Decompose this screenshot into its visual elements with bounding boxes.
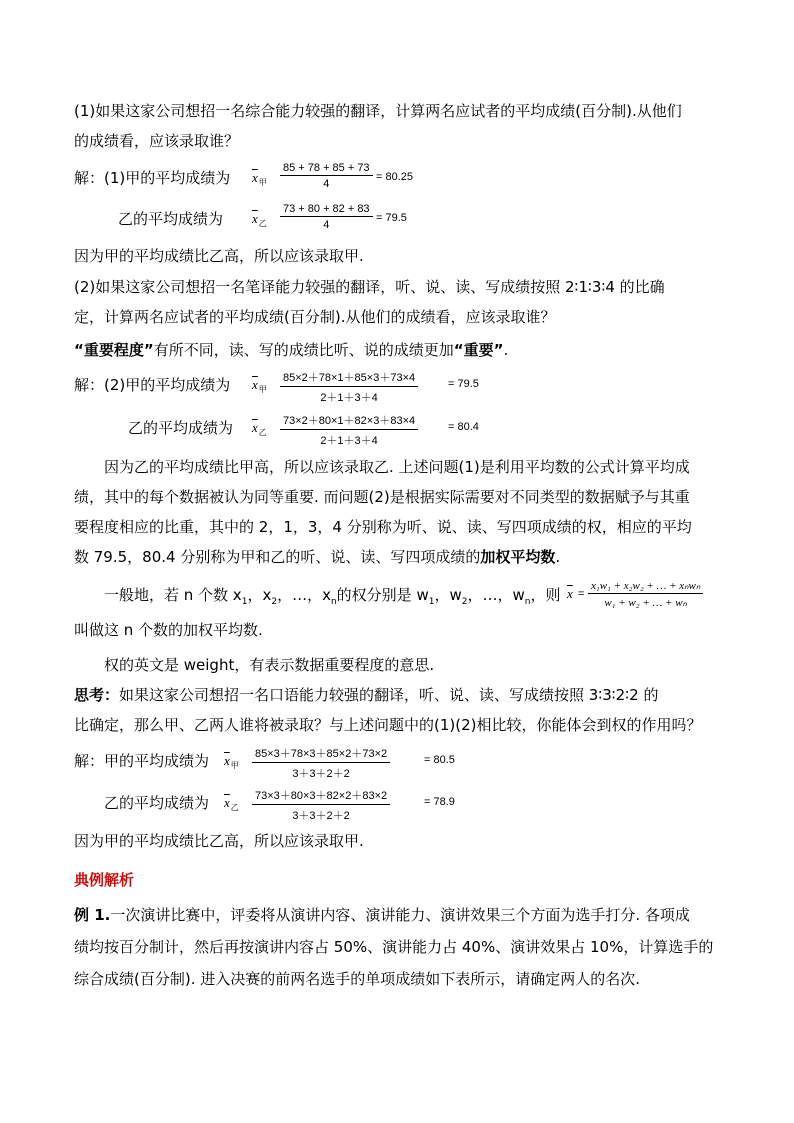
fraction-numerator: 73 + 80 + 82 + 83: [280, 203, 373, 217]
think-conclusion: 因为甲的平均成绩比乙高，所以应该录取甲.: [74, 832, 364, 850]
think-jia-result: = 80.5: [424, 754, 455, 766]
example-1-line-3: 综合成绩(百分制). 进入决赛的前两名选手的单项成绩如下表所示，请确定两人的名次.: [74, 970, 641, 988]
question-1-line-1: (1)如果这家公司想招一名综合能力较强的翻译，计算两名应试者的平均成绩(百分制).从他们: [74, 102, 682, 120]
answer-2-yi-result: = 80.4: [448, 421, 479, 433]
question-2-line-1: (2)如果这家公司想招一名笔译能力较强的翻译，听、说、读、写成绩按照 2∶1∶3∶4 的比确: [74, 278, 665, 296]
xbar-yi-symbol: $\overline{x}_乙$: [252, 420, 267, 437]
section-heading: 典例解析: [74, 871, 135, 889]
xbar-jia-symbol: $\overline{x}_甲$: [252, 170, 267, 187]
fraction-denominator: 3＋3＋2＋2: [292, 810, 350, 822]
answer-1-yi-fraction: [280, 203, 373, 231]
fraction-numerator: 73×3＋80×3＋82×2＋83×2: [252, 787, 390, 805]
answer-2-jia-fraction: [280, 369, 418, 405]
fraction-denominator: 2＋1＋3＋4: [320, 392, 378, 404]
answer-2-yi-fraction: [280, 412, 418, 448]
answer-2-jia-label: 解：(2)甲的平均成绩为: [74, 376, 231, 394]
xbar-general-symbol: $\overline{x}$: [567, 586, 573, 601]
fraction-denominator: 2＋1＋3＋4: [320, 435, 378, 447]
xbar-yi-symbol: $\overline{x}_乙$: [252, 211, 267, 228]
think-yi-label: 乙的平均成绩为: [104, 794, 210, 812]
question-2-line-2: 定，计算两名应试者的平均成绩(百分制).从他们的成绩看，应该录取谁？: [74, 308, 556, 326]
example-1-line-2: 绩均按百分制计，然后再按演讲内容占 50%、演讲能力占 40%、演讲效果占 10%，计算选手的: [74, 938, 714, 956]
think-line-1: 思考：如果这家公司想招一名口语能力较强的翻译，听、说、读、写成绩按照 3∶3∶2∶2 的: [74, 686, 659, 704]
example-1-label: 例 1.: [74, 906, 111, 924]
xbar-jia-symbol: $\overline{x}_甲$: [224, 753, 239, 770]
formula-numerator: x₁w₁ + x₂w₂ + … + xₙwₙ: [588, 579, 703, 594]
xbar-yi-symbol: $\overline{x}_乙$: [224, 795, 239, 812]
formula-denominator: w₁ + w₂ + … + wₙ: [604, 597, 687, 609]
fraction-numerator: 85×3＋78×3＋85×2＋73×2: [252, 745, 390, 763]
think-yi-result: = 78.9: [424, 796, 455, 808]
example-1-line-1: 例 1.一次演讲比赛中，评委将从演讲内容、演讲能力、演讲效果三个方面为选手打分. 各项成: [74, 906, 690, 924]
weighted-average-formula: [588, 579, 703, 609]
equals-sign: =: [578, 588, 585, 600]
general-definition-line-1: 一般地，若 n 个数 $x_1$，$x_2$，…，$x_n$的权分别是 $w_1$，$w_2$，…，$w_n$，则: [104, 586, 561, 607]
answer-1-jia-fraction: [280, 162, 373, 190]
explanation-line-3: 要程度相应的比重，其中的 2，1，3，4 分别称为听、说、读、写四项成绩的权，相应的平均: [74, 518, 692, 536]
fraction-denominator: 4: [323, 219, 330, 231]
question-1-line-2: 的成绩看，应该录取谁？: [74, 132, 240, 150]
answer-1-jia-label: 解：(1)甲的平均成绩为: [74, 169, 231, 187]
explanation-line-1: 因为乙的平均成绩比甲高，所以应该录取乙. 上述问题(1)是利用平均数的公式计算平均成: [104, 458, 690, 476]
general-definition-line-2: 叫做这 n 个数的加权平均数.: [74, 621, 263, 639]
fraction-numerator: 85×2＋78×1＋85×3＋73×4: [280, 369, 418, 387]
think-label: 思考：: [74, 686, 120, 704]
weight-english-note: 权的英文是 weight，有表示数据重要程度的意思.: [104, 656, 435, 674]
answer-1-jia-result: = 80.25: [376, 171, 414, 183]
answer-1-yi-result: = 79.5: [376, 212, 407, 224]
fraction-denominator: 3＋3＋2＋2: [292, 768, 350, 780]
think-jia-fraction: [252, 745, 390, 781]
fraction-numerator: 85 + 78 + 85 + 73: [280, 162, 373, 176]
importance-note: “重要程度”有所不同，读、写的成绩比听、说的成绩更加“重要”.: [74, 341, 509, 359]
explanation-line-2: 绩，其中的每个数据被认为同等重要. 而问题(2)是根据实际需要对不同类型的数据赋予与其重: [74, 488, 690, 506]
xbar-jia-symbol: $\overline{x}_甲$: [252, 377, 267, 394]
answer-2-jia-result: = 79.5: [448, 378, 479, 390]
think-yi-fraction: [252, 787, 390, 823]
think-jia-label: 解：甲的平均成绩为: [74, 752, 210, 770]
answer-1-yi-label: 乙的平均成绩为: [118, 210, 224, 228]
weighted-average-term: 加权平均数: [480, 548, 556, 566]
fraction-numerator: 73×2＋80×1＋82×3＋83×4: [280, 412, 418, 430]
answer-2-yi-label: 乙的平均成绩为: [128, 419, 234, 437]
think-line-2: 比确定，那么甲、乙两人谁将被录取？与上述问题中的(1)(2)相比较，你能体会到权的作用吗？: [74, 716, 702, 734]
fraction-denominator: 4: [323, 178, 330, 190]
answer-1-conclusion: 因为甲的平均成绩比乙高，所以应该录取甲.: [74, 247, 364, 265]
explanation-line-4: 数 79.5，80.4 分别称为甲和乙的听、说、读、写四项成绩的加权平均数.: [74, 548, 561, 566]
